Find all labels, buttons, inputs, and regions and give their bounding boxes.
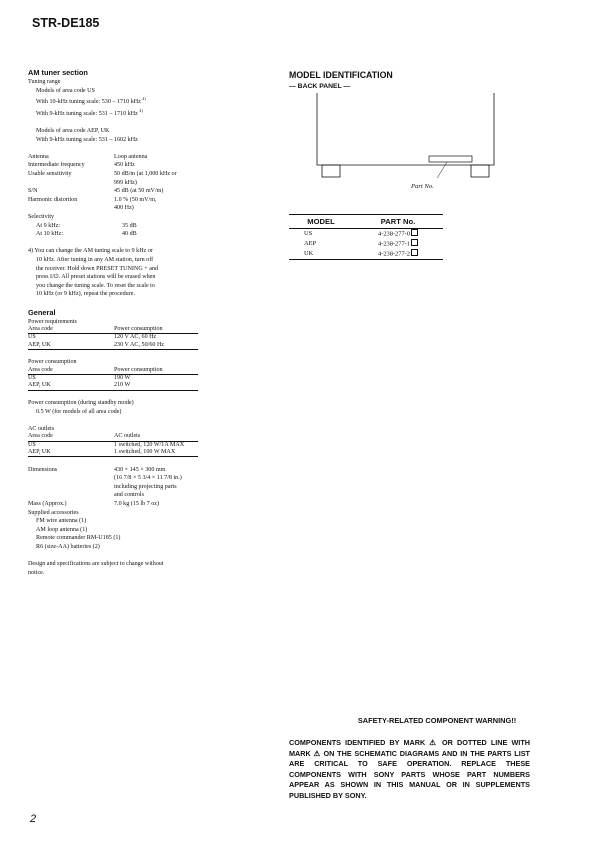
safety-warning-body: COMPONENTS IDENTIFIED BY MARK ⚠ OR DOTTED LINE WITH MARK ⚠ ON THE SCHEMATIC DIAGRAMS AND IN THE PARTS LIST ARE CRITICAL TO SAFE OPERATION. REPLACE THESE COMPONENTS WITH SONY PARTS WHOSE PART NUMBERS APPEAR AS SHOWN IN THIS MANUAL OR IN SUPPLEMENTS PUBLISHED BY SONY.: [289, 738, 530, 800]
spec-row-value: 450 kHz: [114, 162, 135, 169]
spec-row-key: Usable sensitivity: [28, 171, 72, 177]
footnote-line: you change the tuning scale. To reset the scale to: [36, 282, 155, 289]
spec-row: [28, 161, 204, 170]
part-table-row: [289, 229, 443, 240]
selectivity-row-value: 35 dB: [122, 222, 137, 229]
footnote-ref: 4): [142, 96, 146, 102]
part-table-row: [289, 249, 443, 260]
disclaimer: [28, 560, 204, 577]
spec-row-value: 400 Hz): [114, 205, 134, 212]
spec-row-value: 999 kHz): [114, 179, 137, 186]
footnote-line: 4) You can change the AM tuning scale to 9 kHz or: [28, 248, 153, 255]
table-cell: US: [28, 375, 36, 382]
spec-row: [28, 187, 204, 196]
mass-label: Mass (Approx.): [28, 501, 67, 508]
general-heading: General: [28, 307, 56, 317]
ac-outlets-title: AC outlets: [28, 425, 55, 432]
part-no-callout: Part No.: [411, 183, 434, 190]
part-number-text: 4-238-277-0: [378, 230, 410, 238]
power-cons-title: Power consumption: [28, 359, 77, 366]
col-part-header: PART No.: [353, 215, 443, 229]
table-row: [28, 334, 198, 342]
table-row: [28, 382, 198, 390]
table-cell: 1 switched, 120 W/1A MAX: [114, 441, 185, 448]
aep-9k-line: With 9-kHz tuning scale: 531 – 1602 kHz: [36, 136, 138, 143]
ac-outlets-table: [28, 433, 198, 457]
model-part-table: [289, 214, 443, 260]
back-panel-diagram: [305, 92, 497, 178]
footnote-line: the receiver. Hold down PRESET TUNING + and: [36, 265, 159, 272]
dimensions-line: (16 7/8 × 5 3/4 × 11 7/8 in.): [114, 475, 182, 482]
table-cell: AEP, UK: [28, 382, 114, 390]
table-row: [28, 342, 198, 350]
dimensions-row: [28, 466, 204, 500]
footnote-line: press I/⏻. All preset stations will be erased when: [36, 274, 156, 281]
table-header-row: [28, 326, 198, 334]
spec-row: [28, 179, 204, 188]
part-number-text: 4-238-277-1: [378, 240, 410, 248]
accessory-item: FM wire antenna (1): [36, 518, 87, 525]
spec-row-value: Loop antenna: [114, 153, 148, 160]
spec-row: [28, 170, 204, 179]
table-cell: 120 V AC, 60 Hz: [114, 334, 157, 341]
spec-row-value: 1.0 % (50 mV/m,: [114, 196, 157, 203]
accessory-item: AM loop antenna (1): [36, 526, 88, 533]
selectivity-row-value: 40 dB: [122, 231, 137, 238]
model-cell: US: [304, 229, 313, 237]
table-header-row: [28, 433, 198, 441]
accessory-item: R6 (size-AA) batteries (2): [36, 544, 100, 551]
spec-row-value: 45 dB (at 50 mV/m): [114, 188, 164, 195]
footnote: [28, 247, 204, 299]
us-10k-line: [28, 95, 204, 107]
selectivity-row-key: At 10 kHz:: [36, 231, 64, 238]
am-spec-list: [28, 153, 204, 213]
us-models-label: Models of area code US: [36, 87, 95, 94]
table-header-cell: Area code: [28, 326, 114, 334]
tuning-range-label: Tuning range: [28, 79, 61, 85]
standby-title: Power consumption (during standby mode): [28, 400, 134, 407]
model-id-title: MODEL IDENTIFICATION: [289, 70, 393, 80]
spec-row: [28, 153, 204, 162]
model-cell: UK: [289, 249, 353, 260]
footnote-line: 10 kHz (or 9 kHz), repeat the procedure.: [36, 291, 135, 298]
dimensions-label: Dimensions: [28, 466, 58, 473]
table-cell: US: [28, 334, 36, 341]
part-leader-line: [436, 162, 447, 178]
table-row: [28, 449, 198, 457]
table-header-cell: AC outlets: [114, 433, 198, 441]
table-cell: 1 switched, 100 W MAX: [114, 449, 198, 457]
table-cell: AEP, UK: [28, 342, 114, 350]
table-header-cell: Power consumption: [114, 367, 198, 375]
spec-row-key: S/N: [28, 188, 38, 195]
power-consumption-table: [28, 367, 198, 391]
selectivity-row: [28, 230, 204, 239]
dimensions-line: including projecting parts: [114, 483, 177, 490]
table-cell: 210 W: [114, 382, 198, 390]
col-model-header: MODEL: [289, 215, 353, 229]
standby-value: 0.5 W (for models of all area code): [36, 408, 122, 415]
checkbox-square-icon: [411, 239, 418, 246]
power-req-title: Power requirements: [28, 318, 77, 325]
footnote-ref: 4): [139, 107, 143, 113]
spec-row-key: Harmonic distortion: [28, 196, 78, 203]
spec-row-key: [28, 204, 114, 213]
spec-row: [28, 204, 204, 213]
us-9k-text: With 9-kHz tuning scale: 531 – 1710 kHz: [36, 110, 138, 117]
spec-row-key: Antenna: [28, 153, 49, 160]
table-header-cell: Area code: [28, 433, 114, 441]
page-title: STR-DE185: [32, 16, 100, 30]
spec-row-key: [28, 179, 114, 188]
power-requirements-table: [28, 326, 198, 350]
us-9k-line: [28, 107, 204, 119]
spec-row-key: Intermediate frequency: [28, 162, 85, 169]
back-panel-outline: [317, 93, 494, 177]
part-number-label-box: [429, 156, 472, 162]
safety-warning-title: SAFETY-RELATED COMPONENT WARNING!!: [357, 716, 517, 725]
table-cell: US: [28, 441, 36, 448]
mass-row: [28, 500, 204, 509]
selectivity-list: [28, 222, 204, 239]
checkbox-square-icon: [411, 249, 418, 256]
table-cell: AEP, UK: [28, 449, 114, 457]
selectivity-row-key: At 9 kHz:: [36, 222, 61, 229]
accessories-label: Supplied accessories: [28, 509, 79, 516]
back-panel-label: — BACK PANEL —: [289, 83, 351, 90]
part-number-cell: [353, 249, 443, 260]
accessory-item: Remote commander RM-U185 (1): [36, 535, 121, 542]
checkbox-square-icon: [411, 229, 418, 236]
dimensions-value: [114, 466, 204, 500]
am-tuner-heading: AM tuner section: [28, 68, 88, 77]
table-header-cell: Power consumption: [114, 326, 198, 334]
selectivity-label: Selectivity: [28, 213, 55, 220]
table-header-row: [28, 367, 198, 375]
table-cell: 190 W: [114, 375, 131, 382]
page-number: 2: [30, 813, 37, 825]
table-cell: 230 V AC, 50/60 Hz: [114, 342, 198, 350]
model-cell: AEP: [304, 239, 317, 247]
dimensions-line: 430 × 145 × 300 mm: [114, 466, 166, 473]
table-header-cell: Area code: [28, 367, 114, 375]
selectivity-row: [28, 222, 204, 231]
part-table-row: [289, 239, 443, 249]
table-row: [28, 375, 198, 383]
aep-models-label: Models of area code AEP, UK: [36, 128, 110, 135]
disclaimer-line: Design and specifications are subject to change without: [28, 561, 164, 568]
mass-value: 7.0 kg (15 lb 7 oz): [114, 501, 160, 508]
part-number-cell: [353, 239, 443, 249]
spec-row: [28, 196, 204, 205]
part-number-cell: [353, 229, 443, 240]
footnote-line: 10 kHz. After tuning in any AM station, turn off: [36, 256, 154, 263]
disclaimer-line: notice.: [28, 569, 45, 576]
accessories-list: [28, 517, 204, 551]
dimensions-line: and controls: [114, 492, 144, 499]
spec-row-value: 50 dB/m (at 1,000 kHz or: [114, 171, 177, 177]
us-10k-text: With 10-kHz tuning scale: 530 – 1710 kHz: [36, 99, 141, 106]
table-row: [28, 441, 198, 449]
spec-column: [28, 68, 204, 577]
part-number-text: 4-238-277-2: [378, 250, 410, 258]
